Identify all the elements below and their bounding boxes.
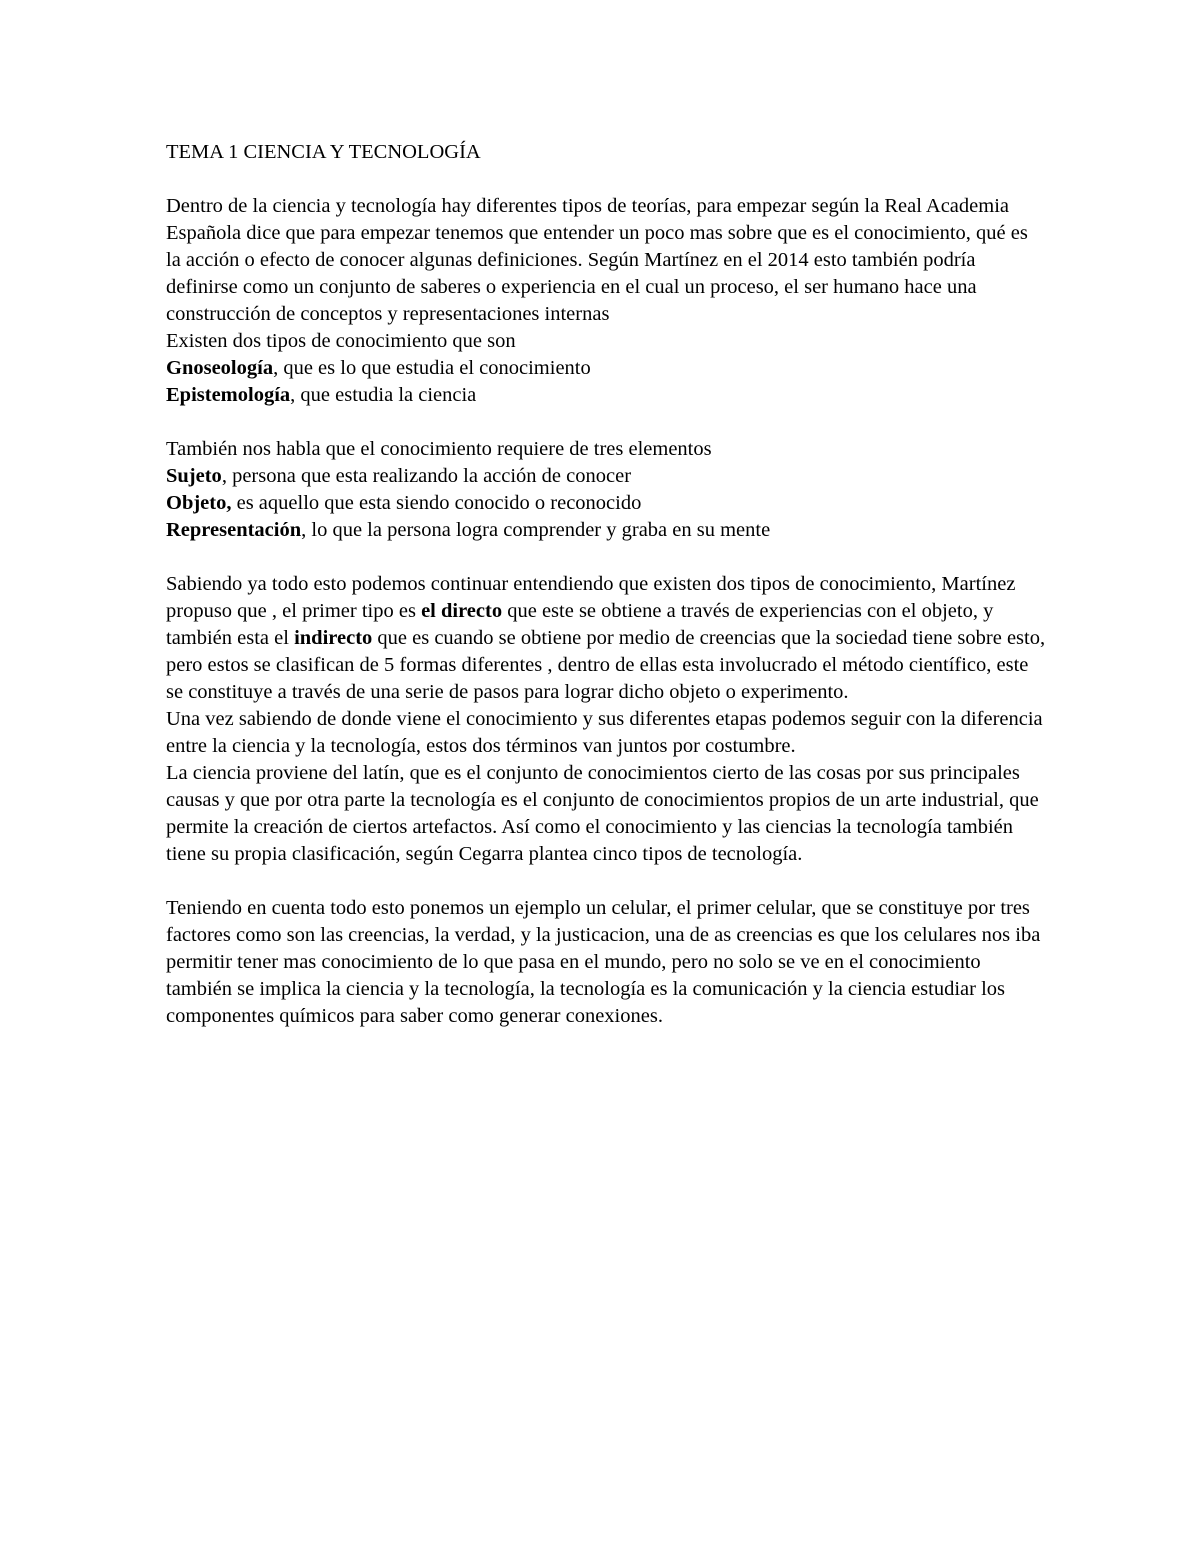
element-definition: , lo que la persona logra comprender y graba en su mente — [301, 519, 771, 541]
term-label: Gnoseología — [166, 357, 274, 379]
paragraph-intro: Dentro de la ciencia y tecnología hay diferentes tipos de teorías, para empezar según la Real Academia Española dice que para empezar tenemos que entender un poco mas sobre que es el conocimiento, qué es la acción o efecto de conocer algunas definiciones. Según Martínez en el 2014 esto también podría definirse como un conjunto de saberes o experiencia en el cual un proceso, el ser humano hace una construcción de conceptos y representaciones internas — [166, 195, 1028, 325]
term-epistemologia — [166, 382, 1046, 409]
paragraph-science-technology: Una vez sabiendo de donde viene el conocimiento y sus diferentes etapas podemos seguir con la diferencia entre la ciencia y la tecnología, estos dos términos van juntos por costumbre. — [166, 708, 1043, 757]
bold-term-indirecto: indirecto — [294, 627, 373, 649]
paragraph-example: Teniendo en cuenta todo esto ponemos un ejemplo un celular, el primer celular, que se constituye por tres factores como son las creencias, la verdad, y la justicacion, una de as creencias es que los celulares nos iba permitir tener mas conocimiento de lo que pasa en el mundo, pero no solo se ve en el conocimiento también se implica la ciencia y la tecnología, la tecnología es la comunicación y la ciencia estudiar los componentes químicos para saber como generar conexiones. — [166, 897, 1041, 1027]
bold-term-directo: el directo — [421, 600, 503, 622]
element-definition: es aquello que esta siendo conocido o reconocido — [231, 492, 642, 514]
text-run: Sabiendo ya todo esto podemos continuar entendiendo que existen dos tipos de conocimiento, Martínez propuso que , el primer tipo es — [166, 573, 1016, 622]
element-objeto — [166, 490, 1046, 517]
paragraph-spacer — [166, 544, 1046, 571]
term-gnoseologia — [166, 355, 1046, 382]
text-run: que es cuando se obtiene por medio de creencias que la sociedad tiene sobre esto, pero estos se clasifican de 5 formas diferentes , dentro de ellas esta involucrado el método científico, este se constituye a través de una serie de pasos para lograr dicho objeto o experimento. — [166, 627, 1046, 703]
paragraph-elements-intro: También nos habla que el conocimiento requiere de tres elementos — [166, 438, 712, 460]
paragraph-spacer — [166, 409, 1046, 436]
paragraph-knowledge-types — [166, 571, 1046, 706]
document-body — [166, 139, 1046, 1030]
element-label: Representación — [166, 519, 302, 541]
term-label: Epistemología — [166, 384, 291, 406]
element-definition: , persona que esta realizando la acción de conocer — [221, 465, 632, 487]
element-representacion — [166, 517, 1046, 544]
paragraph-types-intro: Existen dos tipos de conocimiento que son — [166, 330, 516, 352]
element-sujeto — [166, 463, 1046, 490]
term-definition: , que es lo que estudia el conocimiento — [273, 357, 591, 379]
element-label: Objeto, — [166, 492, 232, 514]
page-title: TEMA 1 CIENCIA Y TECNOLOGÍA — [166, 141, 481, 163]
element-label: Sujeto — [166, 465, 222, 487]
term-definition: , que estudia la ciencia — [290, 384, 477, 406]
paragraph-spacer — [166, 868, 1046, 895]
text-run: que este se obtiene a través de experiencias con el objeto, y también esta el — [166, 600, 994, 649]
paragraph-science-definition: La ciencia proviene del latín, que es el conjunto de conocimientos cierto de las cosas por sus principales causas y que por otra parte la tecnología es el conjunto de conocimientos propios de un arte industrial, que permite la creación de ciertos artefactos. Así como el conocimiento y las ciencias la tecnología también tiene su propia clasificación, según Cegarra plantea cinco tipos de tecnología. — [166, 762, 1039, 865]
